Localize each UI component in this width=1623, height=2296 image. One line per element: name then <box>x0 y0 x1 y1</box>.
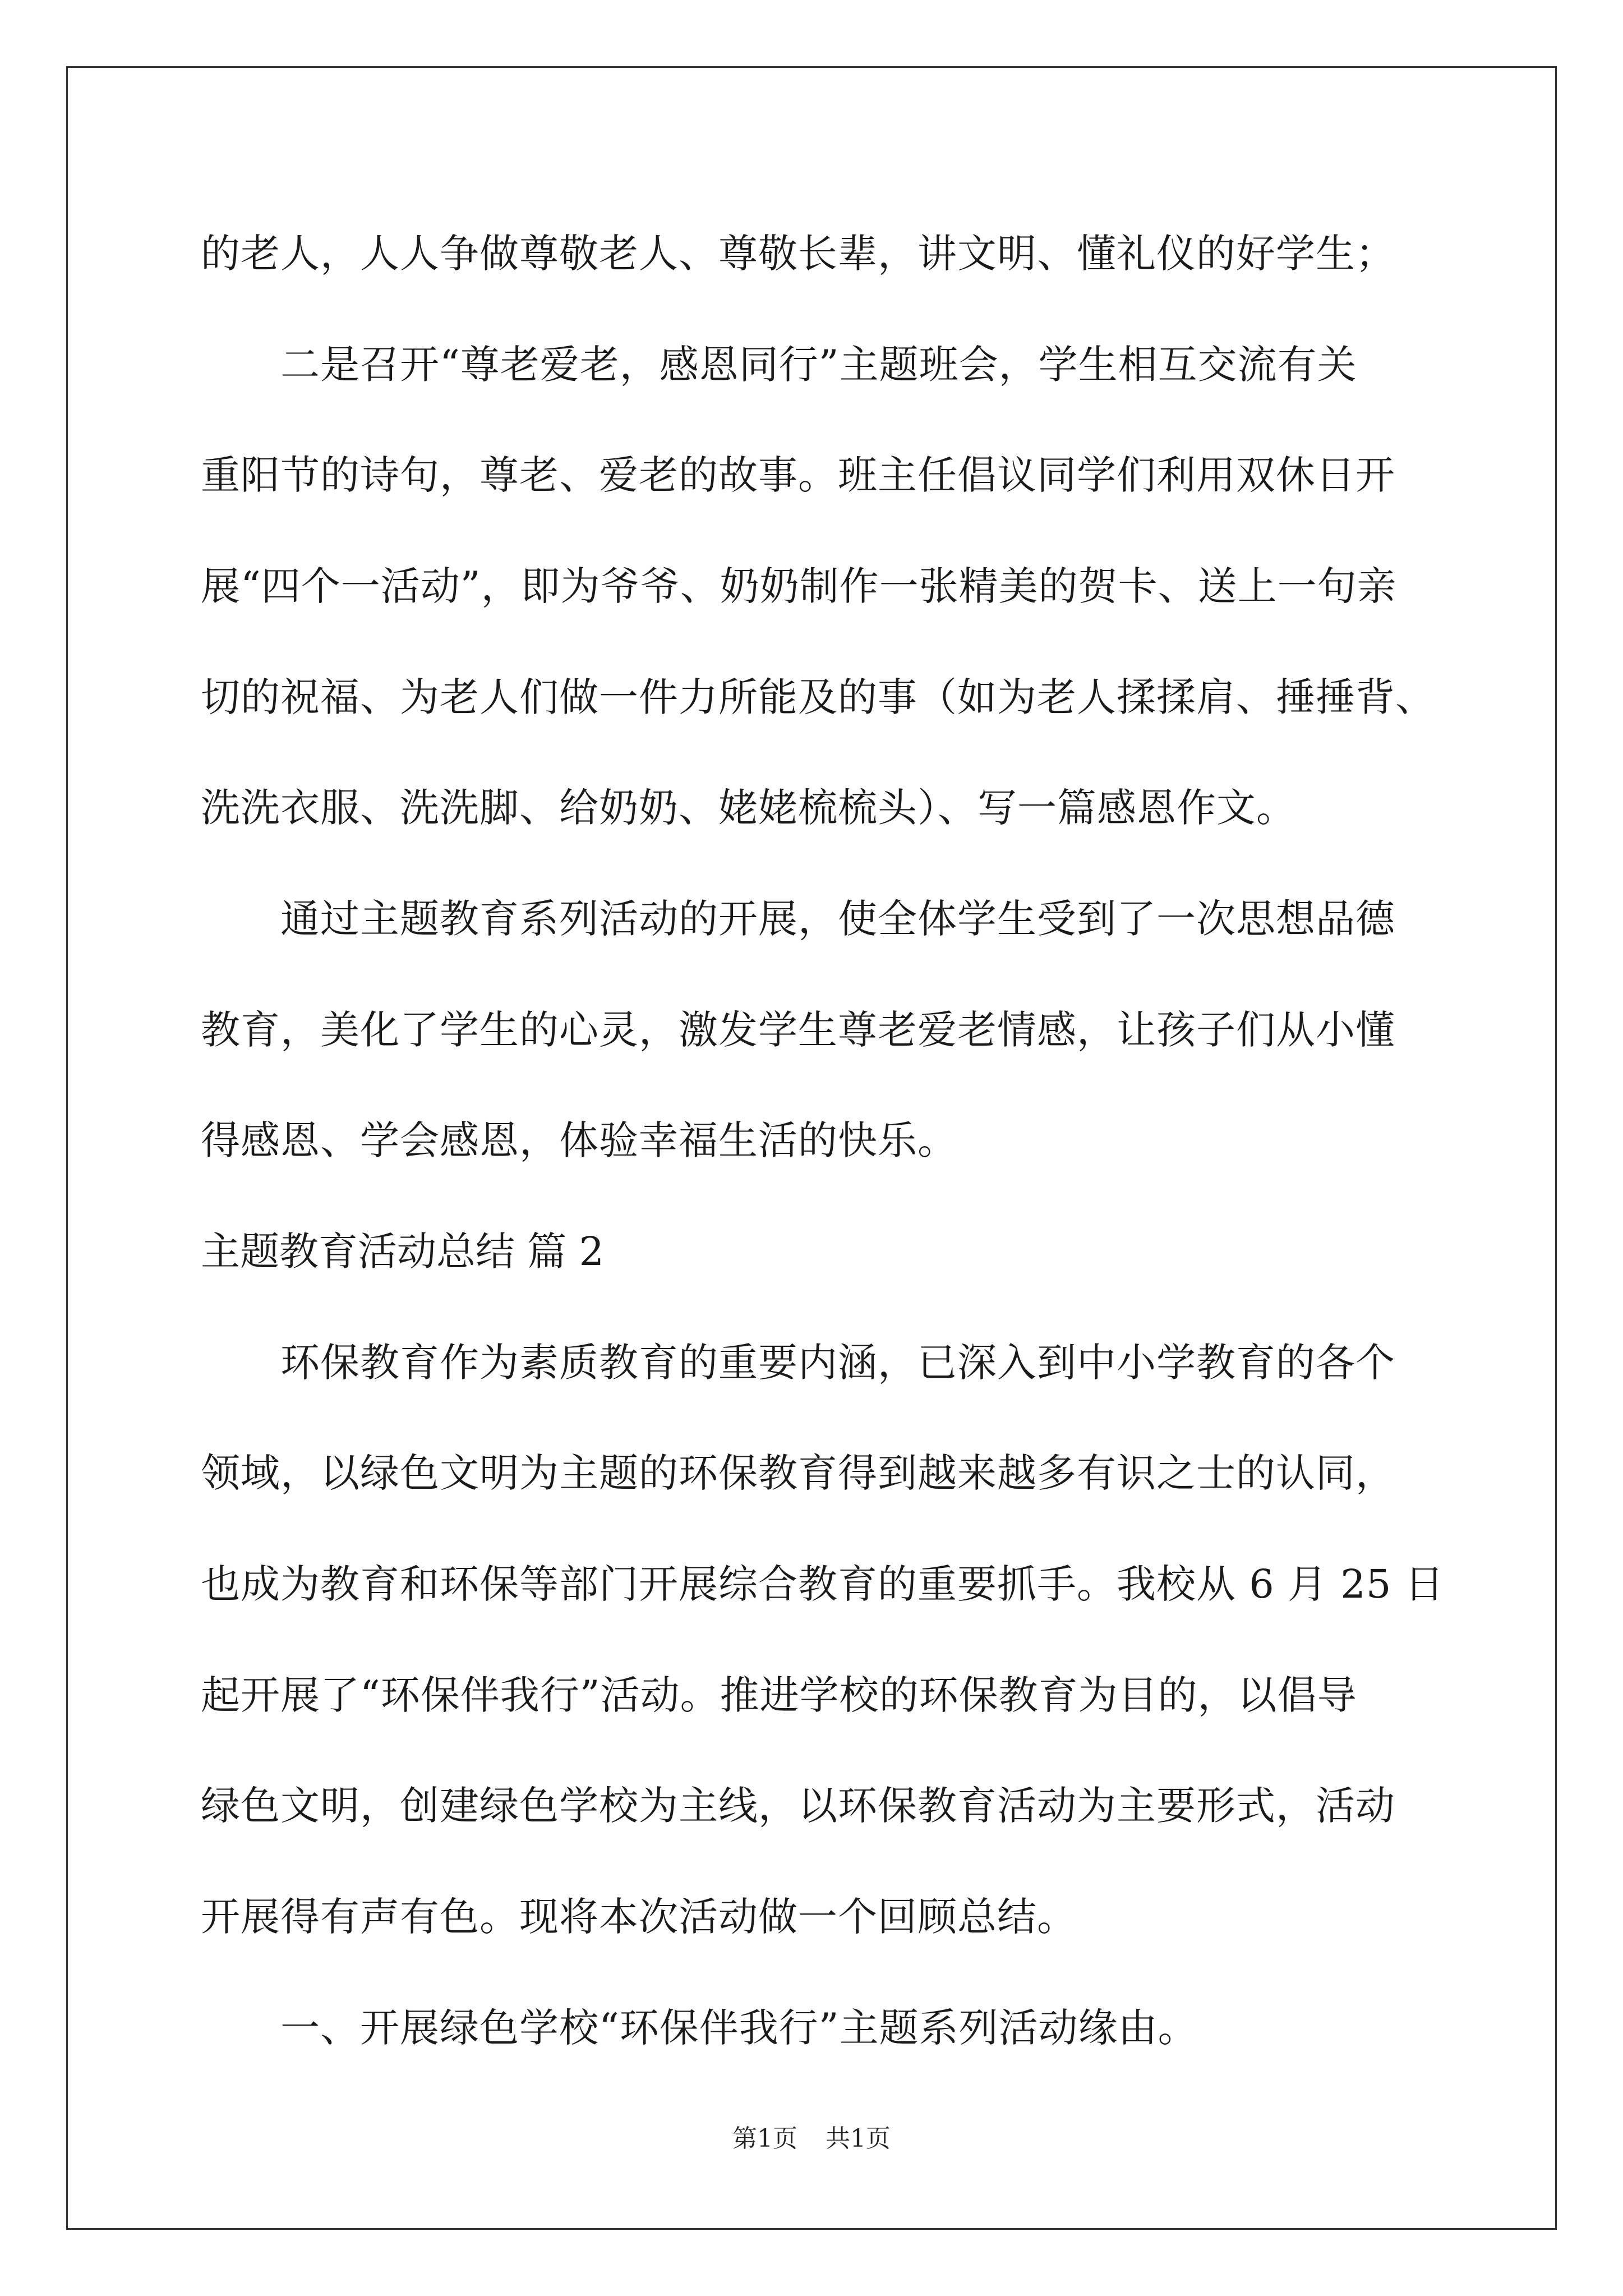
paragraph-line: 绿色文明，创建绿色学校为主线，以环保教育活动为主要形式，活动 <box>201 1783 1395 1829</box>
paragraph-line: 也成为教育和环保等部门开展综合教育的重要抓手。我校从 6 月 25 日 <box>201 1561 1445 1607</box>
paragraph-line: 切的祝福、为老人们做一件力所能及的事（如为老人揉揉肩、捶捶背、 <box>201 674 1435 720</box>
paragraph-line: 开展得有声有色。现将本次活动做一个回顾总结。 <box>201 1894 1077 1940</box>
page-footer <box>0 2122 1623 2156</box>
paragraph-line: 得感恩、学会感恩，体验幸福生活的快乐。 <box>201 1117 957 1163</box>
paragraph-line: 一、开展绿色学校“环保伴我行”主题系列活动缘由。 <box>280 2005 1198 2051</box>
paragraph-line: 通过主题教育系列活动的开展，使全体学生受到了一次思想品德 <box>280 896 1395 942</box>
page-total: 共1页 <box>826 2124 891 2153</box>
paragraph-line: 重阳节的诗句，尊老、爱老的故事。班主任倡议同学们利用双休日开 <box>201 452 1395 498</box>
paragraph-line: 领域，以绿色文明为主题的环保教育得到越来越多有识之士的认同， <box>201 1450 1395 1496</box>
paragraph-line: 教育，美化了学生的心灵，激发学生尊老爱老情感，让孩子们从小懂 <box>201 1007 1395 1053</box>
paragraph-line: 展“四个一活动”，即为爷爷、奶奶制作一张精美的贺卡、送上一句亲 <box>201 563 1397 609</box>
page-number: 第1页 <box>732 2124 797 2153</box>
paragraph-line: 二是召开“尊老爱老，感恩同行”主题班会，学生相互交流有关 <box>280 342 1357 388</box>
paragraph-line: 洗洗衣服、洗洗脚、给奶奶、姥姥梳梳头）、写一篇感恩作文。 <box>201 785 1296 831</box>
paragraph-line: 起开展了“环保伴我行”活动。推进学校的环保教育为目的，以倡导 <box>201 1672 1357 1718</box>
paragraph-line: 环保教育作为素质教育的重要内涵，已深入到中小学教育的各个 <box>280 1340 1395 1386</box>
section-heading: 主题教育活动总结 篇 2 <box>201 1228 605 1274</box>
paragraph-line: 的老人，人人争做尊敬老人、尊敬长辈，讲文明、懂礼仪的好学生； <box>201 231 1395 277</box>
